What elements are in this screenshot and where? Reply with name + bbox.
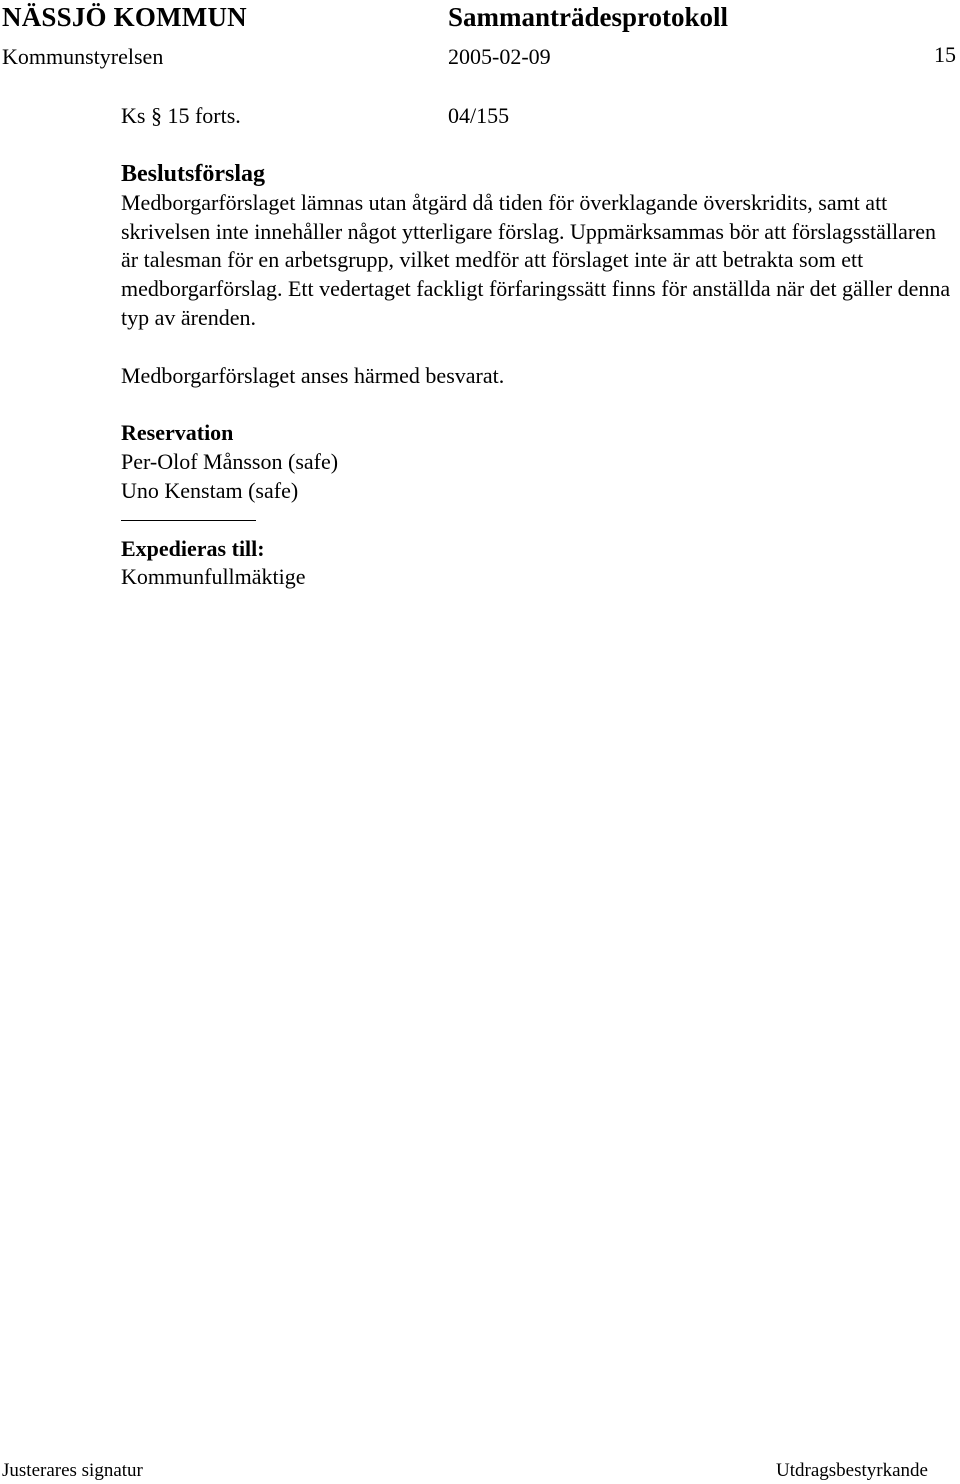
adjuster-signature-label: Justerares signatur bbox=[2, 1460, 143, 1481]
case-number: 04/155 bbox=[448, 103, 510, 128]
meeting-date: 2005-02-09 bbox=[448, 44, 551, 69]
organization-name: NÄSSJÖ KOMMUN bbox=[2, 2, 247, 32]
document-type: Sammanträdesprotokoll bbox=[448, 2, 729, 32]
section-reference: Ks § 15 forts. bbox=[121, 103, 241, 128]
decision-proposal-heading: Beslutsförslag bbox=[121, 161, 265, 187]
decision-proposal-text: Medborgarförslaget lämnas utan åtgärd då tiden för överklagande överskridits, samt att skrivelsen inte innehåller något ytterligare förslag. Uppmärksammas bör att förslagsställaren är talesman för en arbetsgrupp, vilket medför att förslaget inte är att betrakta som ett medborgarförslag. Ett vedertaget fackligt förfaringssätt finns för anställda när det gäller denna typ av ärenden. bbox=[121, 189, 951, 330]
separator-line bbox=[121, 520, 256, 521]
decision-conclusion-text: Medborgarförslaget anses härmed besvarat. bbox=[121, 362, 505, 388]
reservation-name: Uno Kenstam (safe) bbox=[121, 477, 299, 503]
distribution-recipient: Kommunfullmäktige bbox=[121, 564, 306, 590]
extract-certification-label: Utdragsbestyrkande bbox=[776, 1460, 928, 1481]
reservation-name: Per-Olof Månsson (safe) bbox=[121, 448, 339, 474]
distribution-heading: Expedieras till: bbox=[121, 535, 265, 561]
document-body bbox=[121, 160, 951, 592]
spacer bbox=[121, 390, 951, 419]
reservation-heading: Reservation bbox=[121, 420, 234, 446]
committee-name: Kommunstyrelsen bbox=[2, 44, 164, 69]
page-number: 15 bbox=[934, 42, 956, 67]
spacer bbox=[121, 333, 951, 362]
